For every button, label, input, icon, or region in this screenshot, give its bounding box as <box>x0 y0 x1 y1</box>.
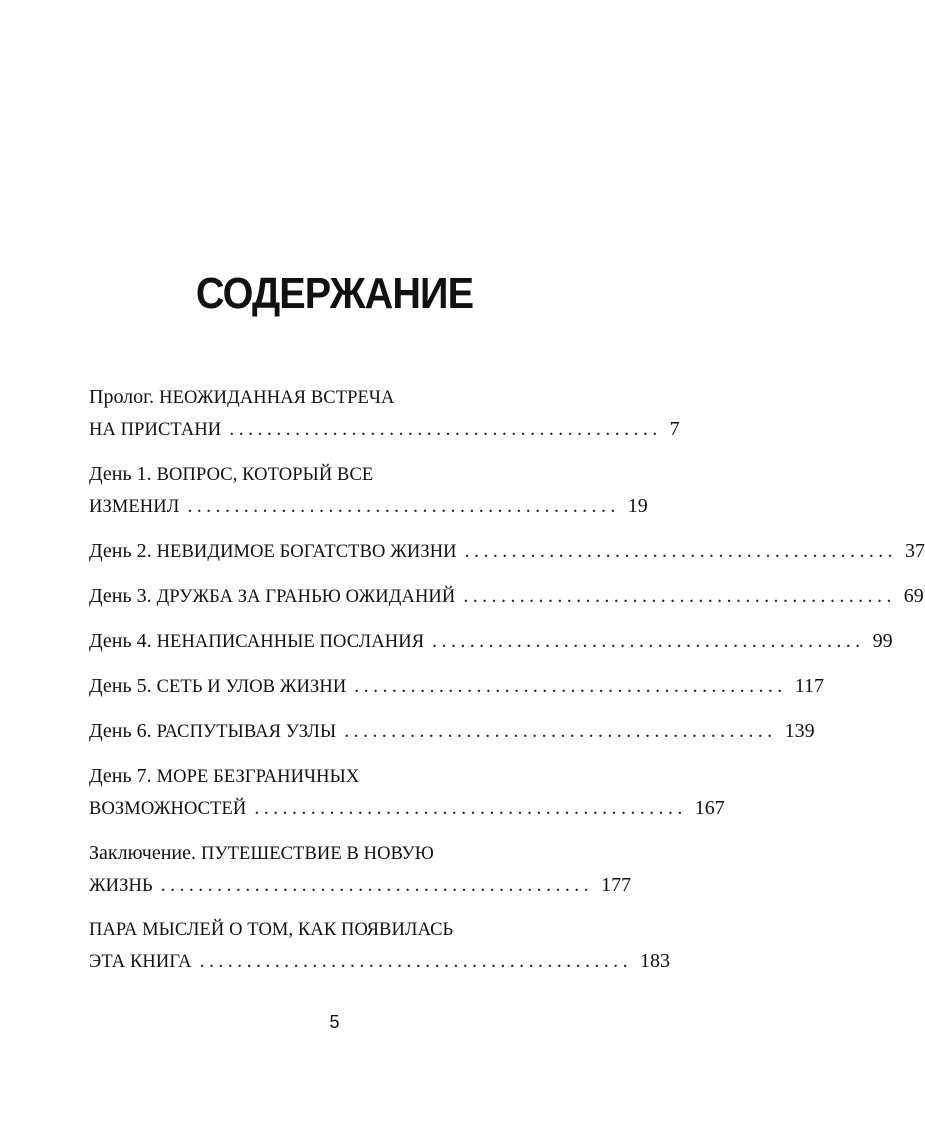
toc-entry-line <box>89 716 815 748</box>
toc-page-number: 99 <box>872 630 893 652</box>
toc-entry-title: НЕОЖИДАННАЯ ВСТРЕЧА <box>159 388 395 408</box>
toc-entry-line <box>89 793 725 825</box>
toc-entry-line <box>89 838 579 870</box>
toc-entry-line <box>89 491 648 523</box>
toc-entry-line <box>89 581 924 613</box>
toc-page-number: 69 <box>903 585 924 607</box>
page-number: 5 <box>329 1012 340 1032</box>
toc-entry-line <box>89 414 680 446</box>
toc-entry-title: ДРУЖБА ЗА ГРАНЬЮ ОЖИДАНИЙ <box>156 587 456 607</box>
toc-page-number: 19 <box>627 495 648 517</box>
toc-entry-title-continued: НА ПРИСТАНИ <box>89 420 222 440</box>
toc-entry-title-continued: ИЗМЕНИЛ <box>89 497 180 517</box>
dot-leader: .............................................. <box>354 675 787 697</box>
toc-entry[interactable] <box>89 626 893 658</box>
dot-leader: .............................................. <box>254 797 687 819</box>
dot-leader: .............................................. <box>160 874 594 896</box>
table-of-contents <box>89 382 925 991</box>
toc-entry-title: СЕТЬ И УЛОВ ЖИЗНИ <box>156 677 347 697</box>
toc-entry-line <box>89 671 824 703</box>
toc-entry-line <box>89 915 579 946</box>
toc-entry-title: ВОПРОС, КОТОРЫЙ ВСЕ <box>156 465 374 485</box>
page-title: СОДЕРЖАНИЕ <box>195 269 474 319</box>
toc-entry-title: ПАРА МЫСЛЕЙ О ТОМ, КАК ПОЯВИЛАСЬ <box>89 920 454 940</box>
toc-entry-line <box>89 870 632 902</box>
toc-entry[interactable] <box>89 761 725 825</box>
dot-leader: .............................................. <box>199 950 632 972</box>
toc-entry-title-continued: ЖИЗНЬ <box>89 876 153 896</box>
toc-entry[interactable] <box>89 716 815 748</box>
toc-entry-line <box>89 761 579 793</box>
toc-entry-prefix: Заключение. <box>89 842 196 864</box>
toc-entry-title: НЕВИДИМОЕ БОГАТСТВО ЖИЗНИ <box>156 542 457 562</box>
dot-leader: .............................................. <box>344 720 777 742</box>
dot-leader: .............................................. <box>464 540 898 562</box>
toc-entry-prefix: День 5. <box>89 675 152 697</box>
toc-page-number: 139 <box>784 720 815 742</box>
toc-entry-prefix: День 4. <box>89 630 152 652</box>
toc-page-number: 183 <box>639 950 670 972</box>
toc-entry[interactable] <box>89 915 670 978</box>
toc-entry-line <box>89 536 925 568</box>
dot-leader: .............................................. <box>463 585 896 607</box>
toc-entry[interactable] <box>89 382 680 446</box>
toc-entry[interactable] <box>89 459 648 523</box>
toc-entry-title-continued: ВОЗМОЖНОСТЕЙ <box>89 799 247 819</box>
toc-page-number: 167 <box>694 797 725 819</box>
toc-entry-prefix: Пролог. <box>89 386 155 408</box>
toc-entry[interactable] <box>89 581 924 613</box>
toc-page-number: 117 <box>794 675 824 697</box>
toc-entry-title: РАСПУТЫВАЯ УЗЛЫ <box>156 722 337 742</box>
toc-page-number: 37 <box>905 540 925 562</box>
toc-page-number: 177 <box>601 874 632 896</box>
toc-entry-prefix: День 3. <box>89 585 152 607</box>
toc-entry-prefix: День 1. <box>89 463 152 485</box>
toc-entry-title: ПУТЕШЕСТВИЕ В НОВУЮ <box>201 844 434 864</box>
toc-entry-title: НЕНАПИСАННЫЕ ПОСЛАНИЯ <box>156 632 425 652</box>
dot-leader: .............................................. <box>432 630 865 652</box>
toc-entry[interactable] <box>89 536 925 568</box>
toc-entry-prefix: День 6. <box>89 720 152 742</box>
toc-entry-title-continued: ЭТА КНИГА <box>89 952 192 972</box>
toc-entry-line <box>89 459 579 491</box>
toc-entry-line <box>89 946 670 978</box>
toc-entry-prefix: День 2. <box>89 540 152 562</box>
toc-entry-prefix: День 7. <box>89 765 152 787</box>
dot-leader: .............................................. <box>187 495 620 517</box>
toc-entry-title: МОРЕ БЕЗГРАНИЧНЫХ <box>156 767 360 787</box>
dot-leader: .............................................. <box>229 418 662 440</box>
toc-page-number: 7 <box>669 418 680 440</box>
toc-entry-line <box>89 382 579 414</box>
toc-entry[interactable] <box>89 838 632 902</box>
toc-entry[interactable] <box>89 671 824 703</box>
toc-entry-line <box>89 626 893 658</box>
